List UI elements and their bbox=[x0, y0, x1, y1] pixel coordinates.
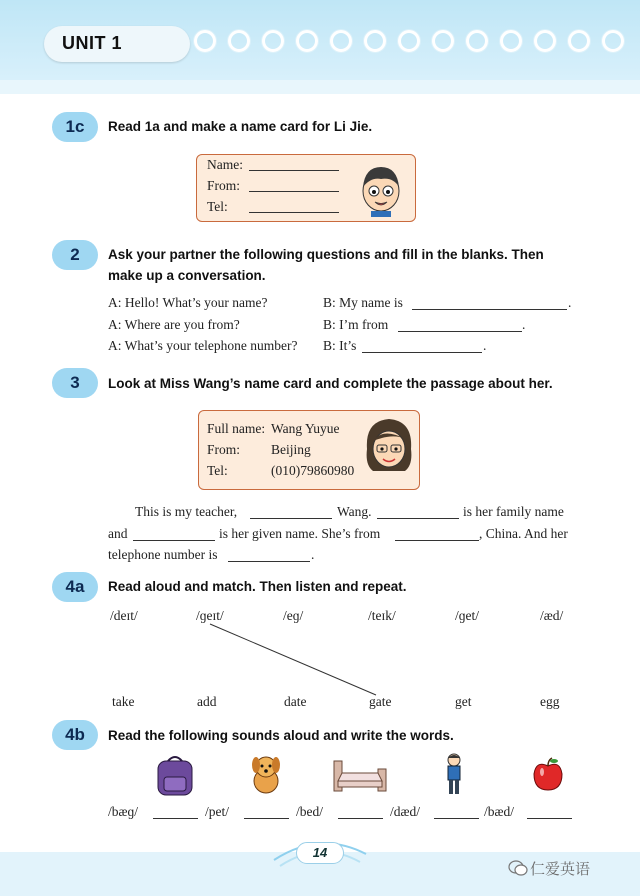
answer-b3-period: . bbox=[483, 338, 487, 353]
word-4b-blank-2[interactable] bbox=[244, 807, 289, 819]
exercise-1c-instruction: Read 1a and make a name card for Li Jie. bbox=[108, 119, 373, 134]
answer-b1: B: My name is bbox=[323, 295, 403, 310]
exercise-badge-4b: 4b bbox=[52, 720, 98, 750]
exercise-2-instruction-line2: make up a conversation. bbox=[108, 268, 266, 283]
exercise-4a-instruction: Read aloud and match. Then listen and repeat. bbox=[108, 579, 407, 594]
wechat-icon bbox=[508, 860, 528, 876]
word-4b-blank-3[interactable] bbox=[338, 807, 383, 819]
sound-4a-3[interactable]: /eɡ/ bbox=[283, 608, 304, 623]
sound-4b-3: /bed/ bbox=[296, 804, 323, 819]
apple-icon bbox=[530, 756, 566, 794]
word-4a-5[interactable]: get bbox=[455, 694, 472, 709]
unit-title: UNIT 1 bbox=[62, 33, 123, 53]
sound-4a-6[interactable]: /æd/ bbox=[540, 608, 564, 623]
fullname-label: Full name: bbox=[207, 421, 266, 436]
sound-4a-4[interactable]: /teɪk/ bbox=[368, 608, 396, 623]
word-4a-1[interactable]: take bbox=[112, 694, 135, 709]
page-number: 14 bbox=[296, 842, 344, 864]
dog-icon bbox=[246, 753, 286, 795]
exercise-4b-instruction: Read the following sounds aloud and write the words. bbox=[108, 728, 454, 743]
watermark-text: 仁爱英语 bbox=[530, 861, 591, 878]
sound-4b-5: /bæd/ bbox=[484, 804, 515, 819]
sound-4b-2: /pet/ bbox=[205, 804, 229, 819]
answer-b3: B: It’s bbox=[323, 338, 357, 353]
exercise-2-instruction-line1: Ask your partner the following questions and fill in the blanks. Then bbox=[108, 247, 544, 262]
passage-l1-a: This is my teacher, bbox=[135, 504, 238, 519]
word-4b-blank-1[interactable] bbox=[153, 807, 198, 819]
passage-l1-b: Wang. bbox=[337, 504, 372, 519]
exercise-badge-1c: 1c bbox=[52, 112, 98, 142]
sound-4b-1: /bæɡ/ bbox=[108, 804, 139, 819]
fullname-value: Wang Yuyue bbox=[271, 421, 340, 436]
passage-l2-c: , China. And her bbox=[479, 526, 568, 541]
bed-icon bbox=[330, 755, 390, 793]
word-4b-blank-5[interactable] bbox=[527, 807, 572, 819]
answer-b2-period: . bbox=[522, 317, 526, 332]
sound-4b-4: /dæd/ bbox=[390, 804, 421, 819]
exercise-badge-2: 2 bbox=[52, 240, 98, 270]
answer-b1-period: . bbox=[568, 295, 572, 310]
backpack-icon bbox=[150, 753, 200, 797]
tel-label: Tel: bbox=[207, 199, 228, 214]
sound-4a-2[interactable]: /ɡeɪt/ bbox=[196, 608, 224, 623]
question-a1: A: Hello! What’s your name? bbox=[108, 295, 268, 310]
answer-b2: B: I’m from bbox=[323, 317, 389, 332]
passage-l1-c: is her family name bbox=[463, 504, 564, 519]
exercise-badge-3: 3 bbox=[52, 368, 98, 398]
question-a3: A: What’s your telephone number? bbox=[108, 338, 298, 353]
passage-l2-a: and bbox=[108, 526, 128, 541]
from-label: From: bbox=[207, 442, 241, 457]
sound-4a-5[interactable]: /ɡet/ bbox=[455, 608, 479, 623]
from-label: From: bbox=[207, 178, 241, 193]
exercise-badge-4a: 4a bbox=[52, 572, 98, 602]
tel-value: (010)79860980 bbox=[271, 463, 355, 478]
boy-icon bbox=[440, 752, 468, 796]
passage-l3-b: . bbox=[311, 547, 315, 562]
word-4a-6[interactable]: egg bbox=[540, 694, 560, 709]
question-a2: A: Where are you from? bbox=[108, 317, 240, 332]
tel-label: Tel: bbox=[207, 463, 228, 478]
exercise-3-instruction: Look at Miss Wang’s name card and complete the passage about her. bbox=[108, 376, 553, 391]
sound-4a-1[interactable]: /deɪt/ bbox=[110, 608, 138, 623]
word-4a-3[interactable]: date bbox=[284, 694, 307, 709]
word-4b-blank-4[interactable] bbox=[434, 807, 479, 819]
passage-l2-b: is her given name. She’s from bbox=[219, 526, 381, 541]
passage-l3-a: telephone number is bbox=[108, 547, 218, 562]
word-4a-2[interactable]: add bbox=[197, 694, 217, 709]
word-4a-4[interactable]: gate bbox=[369, 694, 392, 709]
name-label: Name: bbox=[207, 157, 243, 172]
from-value: Beijing bbox=[271, 442, 311, 457]
